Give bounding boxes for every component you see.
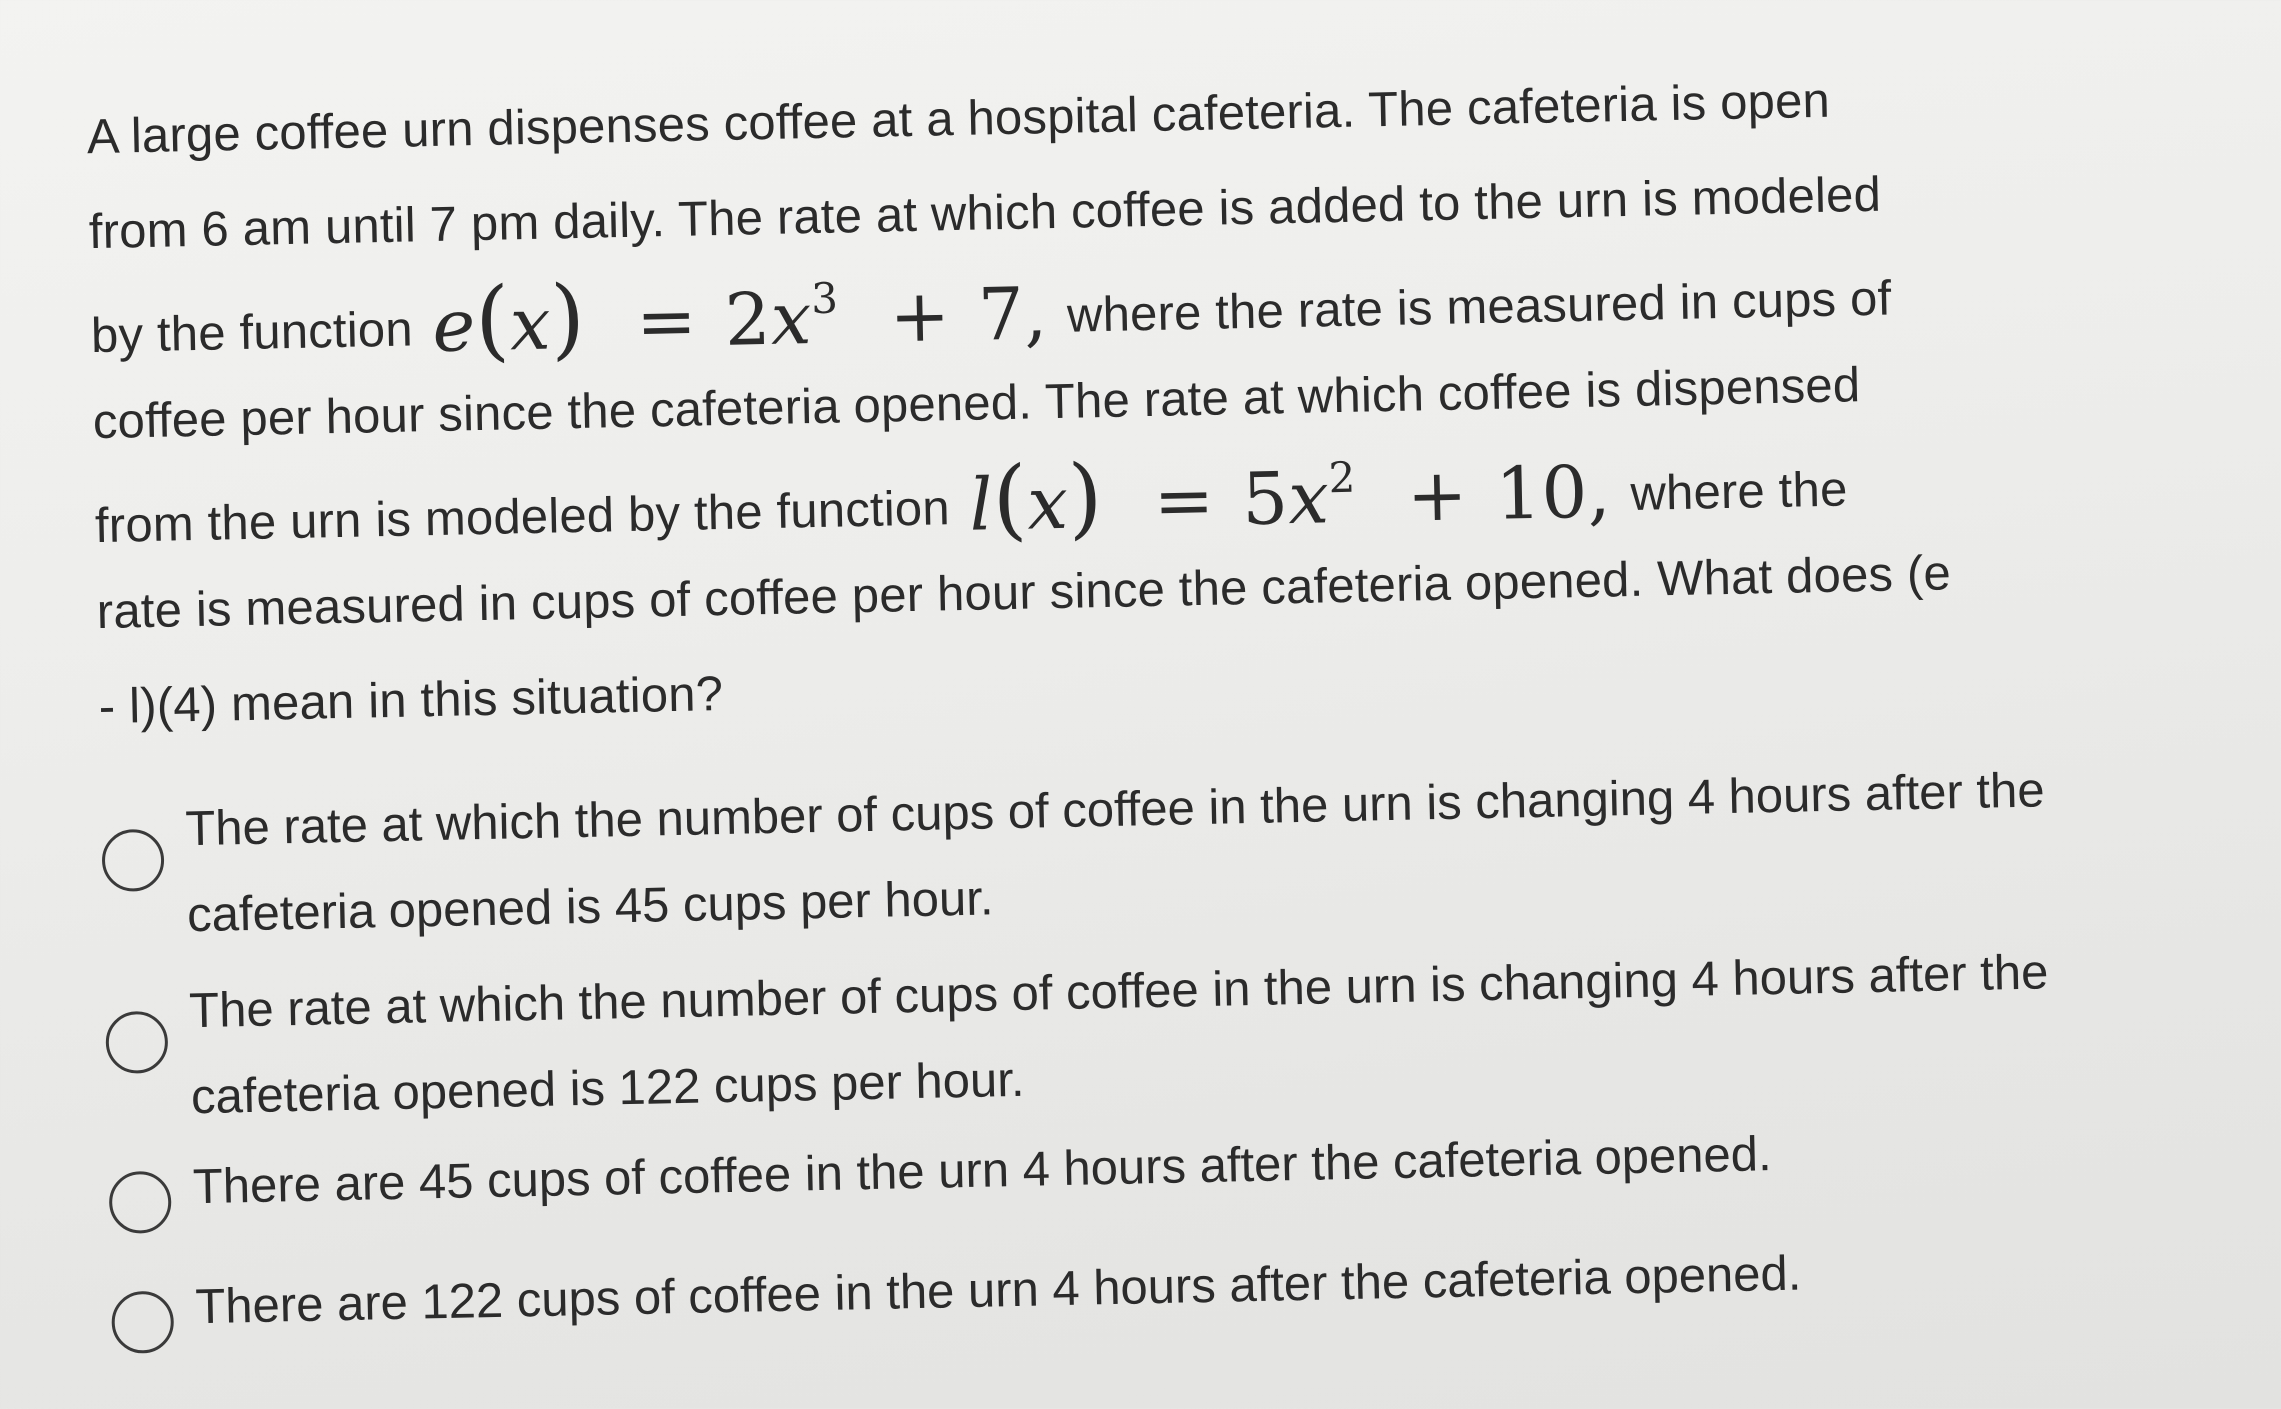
question-line: A large coffee urn dispenses coffee at a hospital cafeteria. The cafeteria is open — [86, 73, 1831, 165]
question-line: rate is measured in cups of coffee per hour since the cafeteria opened. What does (e — [96, 546, 1952, 640]
equals-sign: = — [635, 278, 698, 364]
radio-button[interactable] — [109, 1171, 172, 1234]
function-variable: x — [1026, 460, 1069, 546]
open-paren: ( — [474, 267, 511, 372]
question-line: from 6 am until 7 pm daily. The rate at which coffee is added to the urn is modeled — [88, 167, 1882, 260]
coefficient: 2 — [723, 276, 772, 362]
constant-term: 7, — [977, 271, 1049, 357]
question-text-fragment: from the urn is modeled by the function — [94, 481, 951, 554]
function-name: e — [431, 283, 477, 369]
question-text-fragment: by the function — [90, 302, 414, 364]
answer-option-label: The rate at which the number of cups of coffee in the urn is changing 4 hours after the cafeteria opened is 45 cups per hour. — [184, 763, 2046, 943]
question-text — [86, 47, 2179, 755]
answer-option-label: There are 45 cups of coffee in the urn 4 hours after the cafeteria opened. — [192, 1127, 1773, 1215]
question-text-fragment: where the rate is measured in cups of — [1066, 271, 1892, 343]
function-variable: x — [769, 276, 813, 361]
radio-button[interactable] — [111, 1291, 174, 1354]
open-paren: ( — [991, 446, 1029, 551]
radio-button[interactable] — [105, 1011, 168, 1074]
coefficient: 5 — [1241, 456, 1290, 542]
exponent: 3 — [810, 273, 839, 324]
function-variable: x — [508, 281, 552, 367]
function-variable: x — [1287, 455, 1330, 541]
constant-term: 10, — [1494, 449, 1612, 536]
plus-sign: + — [888, 273, 951, 359]
radio-button[interactable] — [101, 829, 164, 892]
answer-option-label: The rate at which the number of cups of coffee in the urn is changing 4 hours after the cafeteria opened is 122 cups per hour. — [188, 945, 2049, 1125]
close-paren: ) — [1066, 445, 1104, 549]
question-text-fragment: where the — [1629, 462, 1849, 521]
answer-option-label: There are 122 cups of coffee in the urn 4 hours after the cafeteria opened. — [194, 1246, 1802, 1335]
question-line: - l)(4) mean in this situation? — [98, 667, 724, 735]
function-name: l — [968, 462, 994, 547]
exponent: 2 — [1328, 452, 1357, 503]
question-line: coffee per hour since the cafeteria opened. The rate at which coffee is dispensed — [92, 358, 1861, 450]
close-paren: ) — [549, 265, 587, 370]
answer-options — [101, 745, 2193, 1366]
equals-sign: = — [1152, 457, 1216, 543]
plus-sign: + — [1406, 452, 1469, 538]
